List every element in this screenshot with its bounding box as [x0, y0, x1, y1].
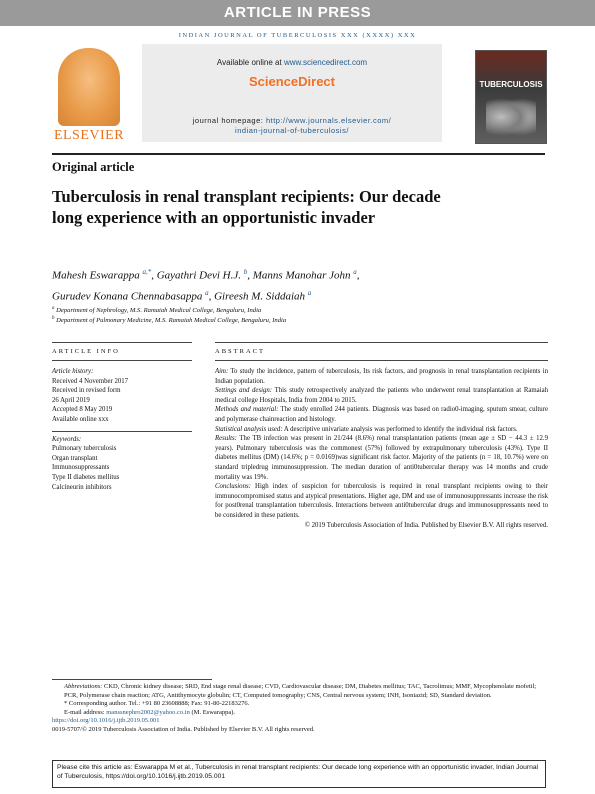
- author-affiliation-mark[interactable]: b: [243, 268, 248, 276]
- available-prefix: Available online at: [216, 58, 282, 67]
- abbreviations-label: Abbreviations:: [64, 683, 103, 690]
- author-line-1: Mahesh Eswarappa $^{a,*}$, Gayathri Devi H.J. $^b$, Manns Manohar John $^a$,: [52, 268, 360, 282]
- keyword: Pulmonary tuberculosis: [52, 445, 117, 453]
- citation-box: Please cite this article as: Eswarappa M et al., Tuberculosis in renal transplant recipients: Our decade long experience with an opportunistic invader, Indian Journal of Tuberculosis, https://doi.org/10.1016/j.ijtb.2019.05.001: [52, 760, 546, 788]
- keywords-label: Keywords:: [52, 435, 82, 443]
- masthead-divider: [52, 153, 545, 155]
- affiliation-mark: a: [52, 306, 55, 311]
- sciencedirect-link[interactable]: www.sciencedirect.com: [283, 58, 368, 67]
- keyword: Calcineurin inhibitors: [52, 483, 112, 491]
- masthead: [52, 44, 545, 154]
- journal-homepage: [142, 116, 442, 136]
- journal-info-block: [142, 44, 442, 142]
- doi-link[interactable]: https://doi.org/10.1016/j.ijtb.2019.05.001: [52, 717, 160, 725]
- author-name: Mahesh Eswarappa: [52, 269, 140, 282]
- history-item: Available online xxx: [52, 415, 109, 423]
- author-name: Manns Manohar John: [252, 269, 351, 282]
- abstract-section: [215, 386, 548, 405]
- abstract-section-label: Statistical analysis used:: [215, 425, 283, 433]
- elsevier-logo: [52, 44, 126, 144]
- history-item: Accepted 8 May 2019: [52, 406, 113, 414]
- email-prefix: E-mail address:: [64, 708, 105, 716]
- author-line-2: Gurudev Konana Chennabasappa $^a$, Gireesh M. Siddaiah $^a$: [52, 288, 312, 303]
- author-name: Gireesh M. Siddaiah: [214, 290, 306, 303]
- history-item: 26 April 2019: [52, 396, 90, 404]
- footnote-rule: [52, 679, 212, 680]
- affiliation-mark: b: [52, 316, 55, 321]
- abstract-section-label: Methods and material:: [215, 406, 279, 414]
- article-info-heading: ARTICLE INFO: [52, 348, 120, 355]
- corresponding-author-note: * Corresponding author. Tel.: +91 80 23608888; Fax: 91-80-22183276.: [64, 700, 250, 708]
- abstract-section: [215, 425, 548, 435]
- email-note: [52, 709, 548, 718]
- abstract-section-label: Settings and design:: [215, 387, 273, 395]
- info-top-rule: [52, 342, 192, 343]
- abstract-section-text: To study the incidence, pattern of tuberculosis, Its risk factors, and prognosis in renal transplantation recipients in Indian population.: [215, 368, 549, 385]
- article-info: [52, 367, 192, 492]
- history-item: Received in revised form: [52, 387, 121, 395]
- article-title: Tuberculosis in renal transplant recipients: Our decade long experience with an opportunistic invader: [52, 187, 441, 227]
- author-list: [52, 264, 532, 305]
- keywords-divider: [52, 431, 192, 432]
- abstract-section-label: Results:: [215, 435, 237, 443]
- history-label: Article history:: [52, 368, 94, 375]
- abstract-section-text: The study enrolled 244 patients. Diagnosis was based on radio0-imaging, sputum smear, culture and polymerase chainreaction and histology.: [215, 406, 548, 423]
- author-affiliation-mark[interactable]: a: [353, 268, 357, 276]
- affiliation-text: Department of Pulmonary Medicine, M.S. Ramaiah Medical College, Bengaluru, India: [56, 317, 287, 325]
- affiliation: [52, 314, 532, 325]
- abstract-top-rule: [215, 342, 548, 343]
- homepage-link-1[interactable]: http://www.journals.elsevier.com/: [265, 116, 392, 125]
- abstract-section-text: High index of suspicion for tuberculosis is required in renal transplant recipients owing to their immunocompromised status and atypical presentations. Higher age, DM and use of immunosuppressants increase the risk for post0renal transplantation tuberculosis. Interactions between anti0tubercular drugs and immunosuppressants need to be considered in these patients.: [215, 483, 548, 519]
- available-online: [142, 58, 442, 67]
- footnotes: [52, 683, 548, 735]
- elsevier-tree-icon: [58, 48, 120, 126]
- article-in-press-banner: ARTICLE IN PRESS: [0, 0, 595, 26]
- abstract-section: [215, 434, 548, 482]
- cover-title: TUBERCULOSIS: [479, 80, 543, 89]
- journal-cover-image: [475, 50, 547, 144]
- author-affiliation-mark[interactable]: a,*: [142, 268, 152, 276]
- journal-running-header: INDIAN JOURNAL OF TUBERCULOSIS XXX (XXXX) XXX: [178, 32, 417, 39]
- abstract-heading-rule: [215, 360, 548, 361]
- author-name: Gurudev Konana Chennabasappa: [52, 290, 203, 303]
- abstract-section-label: Conclusions:: [215, 483, 251, 491]
- keyword: Type II diabetes mellitus: [52, 473, 120, 481]
- keyword: Immunosuppressants: [52, 464, 110, 472]
- keyword: Organ transplant: [52, 454, 98, 462]
- abstract-section: [215, 482, 548, 520]
- abstract-copyright: © 2019 Tuberculosis Association of India. Published by Elsevier B.V. All rights reserved.: [304, 521, 548, 529]
- abstract-section-text: This study retrospectively analyzed the patients who underwent renal transplantation at Ramaiah medical college Hospitals, India from 2004 to 2015.: [215, 387, 548, 404]
- abbreviations-text: CKD, Chronic kidney disease; SRD, End stage renal disease; CVD, Cardiovascular disease; DM, Diabetes mellitus; TAC, Tacrolimus; MMF, Mycophenolate mofetil; PCR, Polymerase chain reaction; ATG, Antithymocyte globulin; CT, Computed tomography; CNS, Central nervous system; INH, Isoniazid; SD, Standard deviation.: [64, 683, 537, 699]
- publisher-name: ELSEVIER: [53, 128, 125, 143]
- abstract-section: [215, 405, 548, 424]
- article-type: Original article: [52, 160, 135, 174]
- info-heading-rule: [52, 360, 192, 361]
- xray-lungs-icon: [486, 95, 536, 139]
- homepage-link-2[interactable]: indian-journal-of-tuberculosis/: [235, 126, 349, 135]
- author-name: Gayathri Devi H.J.: [156, 269, 242, 282]
- affiliation-text: Department of Nephrology, M.S. Ramaiah Medical College, Bengaluru, India: [56, 307, 262, 315]
- abbreviations-note: [52, 683, 548, 700]
- abstract-section-text: A descriptive univariate analysis was performed to identify the individual risk factors.: [283, 425, 518, 433]
- abstract-section-label: Aim:: [215, 368, 229, 375]
- abstract-section-text: The TB infection was present in 21/244 (8.6%) renal transplantation patients (mean age ± SD − 44.3 ± 12.9 years). Pulmonary tuberculosis was the commonest (57%) followed by extrapulmonary tuberculosis (43%). Type II diabetes mellitus (DM) (14.6%; p = 0.0169)was significant risk factor. Majority of the patients (n = 18, 10.7%) were on standard tripledrug immunosuppression. The median duration of anti0tubercular therapy was 14 months and crude mortality was 19%.: [215, 435, 549, 481]
- email-suffix: (M. Eswarappa).: [191, 708, 235, 716]
- author-affiliation-mark[interactable]: a: [307, 288, 312, 297]
- abstract-section: [215, 367, 548, 386]
- email-link[interactable]: manssnephro2002@yahoo.co.in: [106, 708, 190, 716]
- author-affiliation-mark[interactable]: a: [205, 288, 209, 297]
- abstract-heading: ABSTRACT: [215, 348, 265, 355]
- history-item: Received 4 November 2017: [52, 377, 129, 385]
- abstract-body: [215, 367, 548, 530]
- sciencedirect-logo: ScienceDirect: [249, 74, 335, 89]
- issn-copyright: 0019-5707/© 2019 Tuberculosis Association of India. Published by Elsevier B.V. All rights reserved.: [52, 725, 315, 733]
- homepage-prefix: journal homepage:: [192, 116, 264, 125]
